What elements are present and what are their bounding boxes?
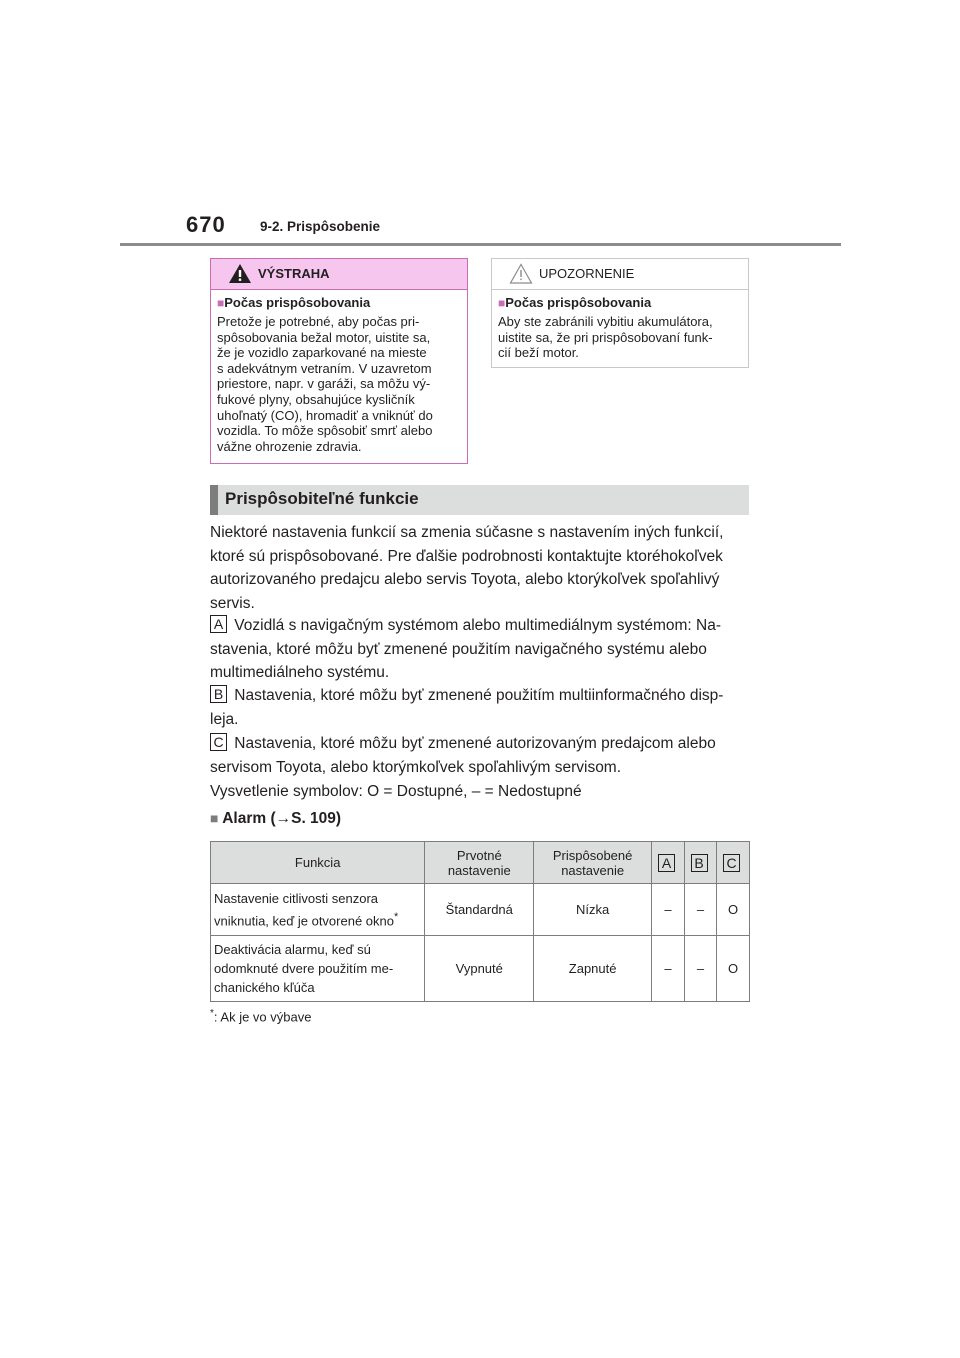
warning-text: Pretože je potrebné, aby počas pri- spôsobovania bežal motor, uistite sa, že je vozidlo zaparkované na mieste s adekvátnym vetraním. V uzavretom priestore, napr. v garáži, sa môžu vý- fukové plyny, obsahujúce kysličník uhoľnatý (CO), hromadiť a vniknúť do vozidla. To môže spôsobiť smrť alebo vážne ohrozenie zdravia. — [217, 314, 433, 454]
c-cell: O — [717, 884, 750, 936]
caution-triangle-icon — [509, 263, 533, 284]
c-cell: O — [717, 936, 750, 1002]
function-cell: Nastavenie citlivosti senzora vniknutia, keď je otvorené okno* — [211, 884, 425, 936]
square-bullet-icon: ■ — [210, 810, 219, 826]
a-cell: – — [652, 936, 685, 1002]
initial-cell: Vypnuté — [425, 936, 534, 1002]
col-b: B — [685, 842, 717, 884]
item-a: A Vozidlá s navigačným systémom alebo multimediálnym systémom: Na- stavenia, ktoré môžu byť zmenené použitím navigačného systému alebo multimediálneho systému. — [210, 616, 722, 681]
intro-paragraph: Niektoré nastavenia funkcií sa zmenia súčasne s nastavením iných funkcií, ktoré sú prispôsobované. Pre ďalšie podrobnosti kontaktujte ktoréhokoľvek autorizovaného predajcu alebo servis Toyota, alebo ktorýkoľvek spoľahlivý servis. — [210, 524, 724, 612]
item-c: C Nastavenia, ktoré môžu byť zmenené autorizovaným predajcom alebo servisom Toyota, alebo ktorýmkoľvek spoľahlivým servisom. — [210, 734, 716, 776]
letter-c-badge: C — [210, 733, 227, 751]
item-b: B Nastavenia, ktoré môžu byť zmenené použitím multiinformačného disp- leja. — [210, 686, 724, 728]
letter-b-badge: B — [210, 685, 227, 703]
alarm-subhead: ■ Alarm (→S. 109) — [210, 810, 342, 827]
warning-subhead: ■Počas prispôsobovania — [217, 295, 371, 310]
warning-box — [210, 258, 468, 464]
topic-heading — [210, 485, 749, 515]
caution-header — [492, 259, 748, 290]
initial-cell: Štandardná — [425, 884, 534, 936]
section-title: 9-2. Prispôsobenie — [260, 219, 381, 234]
topic-title: Prispôsobiteľné funkcie — [225, 489, 419, 508]
topic-accent — [210, 485, 218, 515]
custom-cell: Zapnuté — [534, 936, 652, 1002]
warning-title: VÝSTRAHA — [258, 266, 330, 281]
arrow-icon: → — [275, 810, 292, 827]
table-header-row — [211, 842, 750, 884]
col-initial: Prvotné nastavenie — [425, 842, 534, 884]
footnote: *: Ak je vo výbave — [210, 1008, 312, 1025]
warning-header — [211, 259, 467, 290]
square-bullet-icon: ■ — [498, 296, 506, 310]
col-custom: Prispôsobené nastavenie — [534, 842, 652, 884]
caution-subhead: ■Počas prispôsobovania — [498, 295, 652, 310]
b-cell: – — [685, 936, 717, 1002]
caution-text: Aby ste zabránili vybitiu akumulátora, uistite sa, že pri prispôsobovaní funk- cií beží motor. — [498, 314, 713, 361]
col-a: A — [652, 842, 685, 884]
table-row — [211, 884, 750, 936]
letter-a-badge: A — [210, 615, 227, 633]
caution-title: UPOZORNENIE — [539, 266, 635, 281]
header-rule — [120, 243, 841, 246]
table-row — [211, 936, 750, 1002]
page-number: 670 — [186, 212, 226, 237]
caution-box — [491, 258, 749, 368]
alarm-settings-table — [210, 841, 750, 1002]
warning-triangle-icon — [228, 263, 252, 284]
symbol-legend: Vysvetlenie symbolov: O = Dostupné, – = Nedostupné — [210, 783, 582, 800]
function-cell: Deaktivácia alarmu, keď sú odomknuté dvere použitím me- chanického kľúča — [211, 936, 425, 1002]
custom-cell: Nízka — [534, 884, 652, 936]
col-c: C — [717, 842, 750, 884]
col-function: Funkcia — [211, 842, 425, 884]
square-bullet-icon: ■ — [217, 296, 225, 310]
b-cell: – — [685, 884, 717, 936]
a-cell: – — [652, 884, 685, 936]
